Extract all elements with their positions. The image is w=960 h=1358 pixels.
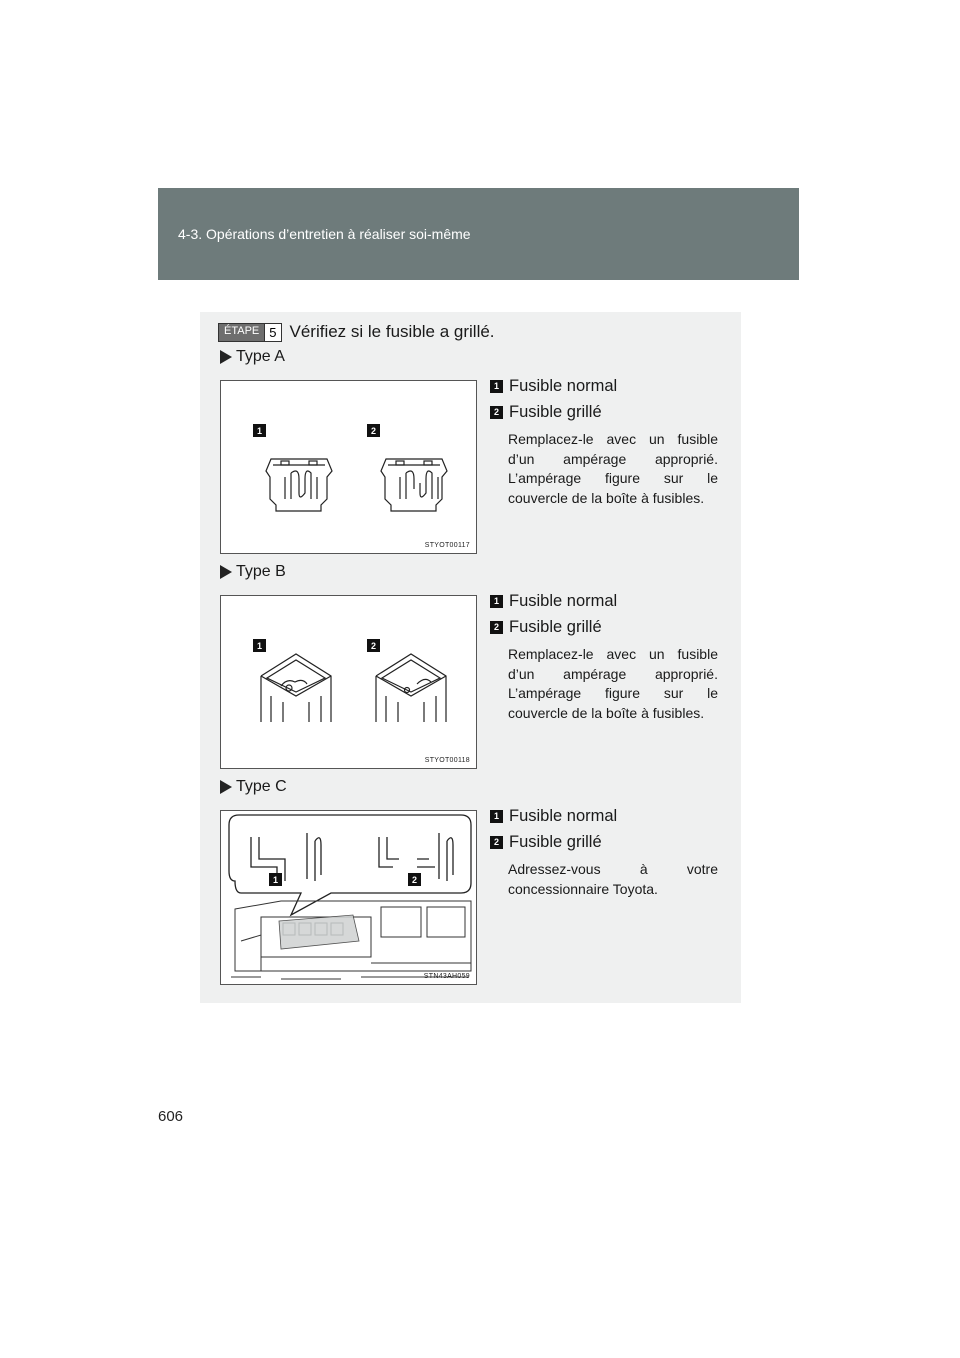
type-a-description <box>490 378 718 508</box>
item-number-badge: 2 <box>490 836 503 849</box>
figure-type-c <box>220 810 477 985</box>
step-badge-word: ÉTAPE <box>219 324 264 341</box>
blade-fuse-illustration <box>221 381 476 553</box>
cartridge-fuse-illustration <box>221 596 476 768</box>
list-item: 1 Fusible normal <box>490 808 718 824</box>
step-heading <box>218 322 495 342</box>
callout-2-badge: 2 <box>367 424 380 437</box>
step-text: Vérifiez si le fusible a grillé. <box>289 322 495 341</box>
list-item: 2 Fusible grillé <box>490 619 718 635</box>
fuse-box-illustration <box>221 811 476 984</box>
item-number-badge: 1 <box>490 380 503 393</box>
arrow-right-icon <box>220 780 232 794</box>
page-number: 606 <box>158 1108 184 1125</box>
item-number-badge: 2 <box>490 621 503 634</box>
list-item: 2 Fusible grillé <box>490 834 718 850</box>
callout-2-badge: 2 <box>367 639 380 652</box>
arrow-right-icon <box>220 350 232 364</box>
list-item: 2 Fusible grillé <box>490 404 718 420</box>
section-title: 4-3. Opérations d’entretien à réaliser soi-même <box>178 226 471 242</box>
content-panel <box>200 312 741 1003</box>
list-item: 1 Fusible normal <box>490 378 718 394</box>
figure-code: STYOT00117 <box>424 542 470 549</box>
figure-type-a <box>220 380 477 554</box>
type-b-note: Remplacez-le avec un fusible d’un ampérage approprié. L’ampérage figure sur le couvercle de la boîte à fusibles. <box>508 646 718 721</box>
figure-code: STYOT00118 <box>424 757 470 764</box>
section-header <box>158 188 799 280</box>
type-b-description <box>490 593 718 723</box>
callout-1-badge: 1 <box>253 639 266 652</box>
figure-code: STN43AH059 <box>423 973 470 980</box>
type-a-note: Remplacez-le avec un fusible d’un ampérage approprié. L’ampérage figure sur le couvercle de la boîte à fusibles. <box>508 431 718 506</box>
list-item: 1 Fusible normal <box>490 593 718 609</box>
figure-type-b <box>220 595 477 769</box>
item-number-badge: 1 <box>490 810 503 823</box>
callout-1-badge: 1 <box>269 873 282 886</box>
arrow-right-icon <box>220 565 232 579</box>
type-c-description <box>490 808 718 899</box>
step-badge <box>218 323 282 342</box>
item-number-badge: 1 <box>490 595 503 608</box>
item-number-badge: 2 <box>490 406 503 419</box>
type-b-label: Type B <box>220 563 286 581</box>
type-c-label: Type C <box>220 778 287 796</box>
type-c-note: Adressez-vous à votre concessionnaire Toyota. <box>508 861 718 897</box>
type-a-label: Type A <box>220 348 285 366</box>
callout-1-badge: 1 <box>253 424 266 437</box>
step-badge-number: 5 <box>264 324 280 341</box>
callout-2-badge: 2 <box>408 873 421 886</box>
